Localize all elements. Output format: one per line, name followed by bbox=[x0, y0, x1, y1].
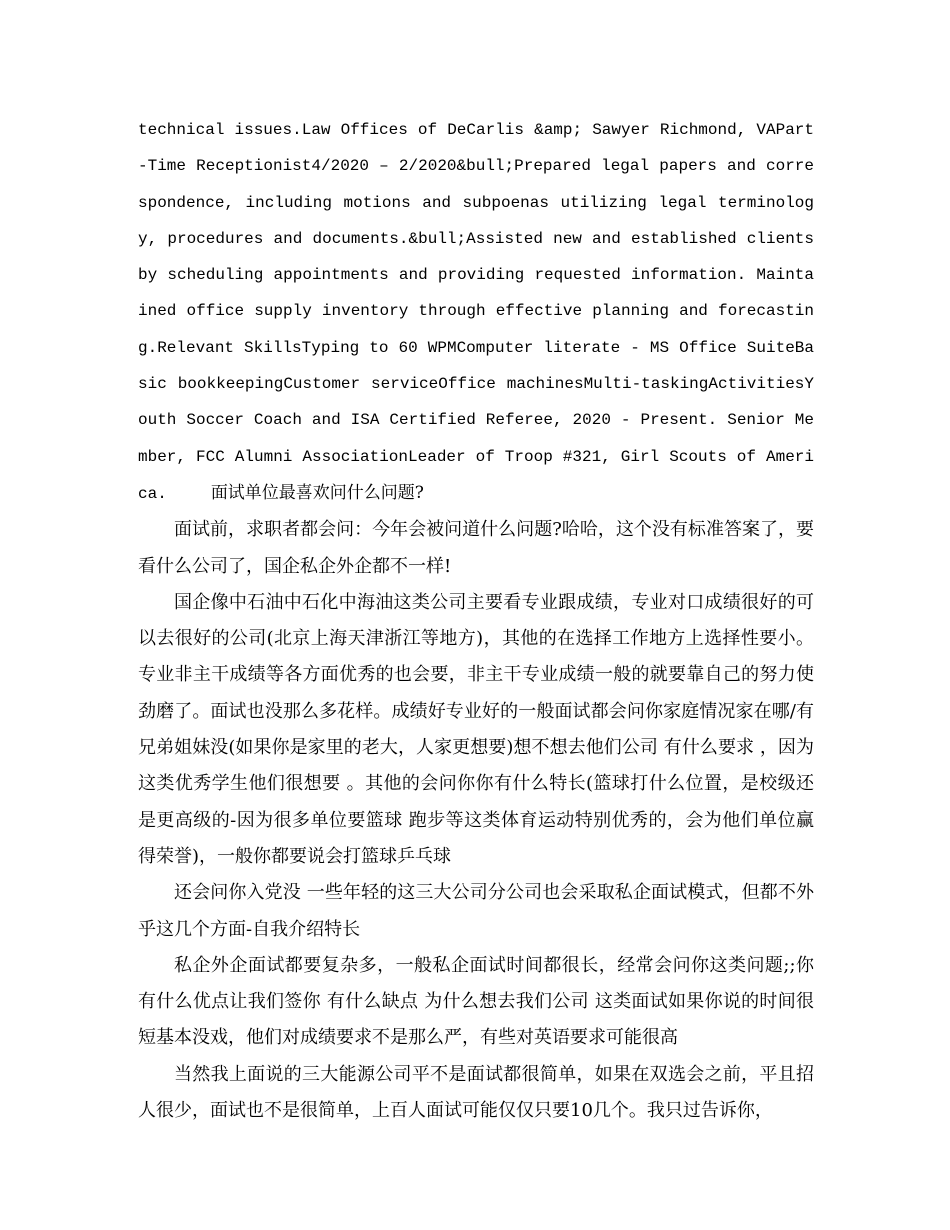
paragraph-state-owned: 国企像中石油中石化中海油这类公司主要看专业跟成绩，专业对口成绩很好的可以去很好的公司(北京上海天津浙江等地方)，其他的在选择工作地方上选择性要小。专业非主干成绩等各方面优秀的也会要，非主干专业成绩一般的就要靠自己的努力使劲磨了。面试也没那么多花样。成绩好专业好的一般面试都会问你家庭情况家在哪/有兄弟姐妹没(如果你是家里的老大，人家更想要)想不想去他们公司 有什么要求 ，因为这类优秀学生他们很想要 。其他的会问你你有什么特长(篮球打什么位置，是校级还是更高级的-因为很多单位要篮球 跑步等这类体育运动特别优秀的，会为他们单位赢得荣誉)，一般你都要说会打篮球乒乓球 bbox=[138, 591, 814, 867]
resume-text-block bbox=[138, 112, 814, 512]
resume-text: technical issues.Law Offices of DeCarlis &amp; Sawyer Richmond, VAPart-Time Receptionist4/2020 – 2/2020&bull;Prepared legal papers and correspondence, including motions and subpoenas utilizing legal terminology, procedures and documents.&bull;Assisted new and established clients by scheduling appointments and providing requested information. Maintained office supply inventory through effective planning and forecasting.Relevant SkillsTyping to 60 WPMComputer literate - MS Office SuiteBasic bookkeepingCustomer serviceOffice machinesMulti-taskingActivitiesYouth Soccer Coach and ISA Certified Referee, 2020 - Present. Senior Member, FCC Alumni AssociationLeader of Troop #321, Girl Scouts of America. bbox=[138, 121, 814, 503]
paragraph-party-membership: 还会问你入党没 一些年轻的这三大公司分公司也会采取私企面试模式，但都不外乎这几个方面-自我介绍特长 bbox=[138, 882, 814, 940]
section-heading: 面试单位最喜欢问什么问题? bbox=[210, 482, 424, 503]
paragraph-energy-companies: 当然我上面说的三大能源公司平不是面试都很简单，如果在双选会之前，平且招人很少，面试也不是很简单，上百人面试可能仅仅只要10几个。我只过告诉你， bbox=[138, 1063, 814, 1122]
document-page bbox=[138, 112, 814, 1129]
paragraph-private-foreign: 私企外企面试都要复杂多，一般私企面试时间都很长，经常会问你这类问题;;你有什么优点让我们签你 有什么缺点 为什么想去我们公司 这类面试如果你说的时间很短基本没戏，他们对成绩要求不是那么严，有些对英语要求可能很高 bbox=[138, 954, 814, 1049]
paragraph-intro: 面试前，求职者都会问：今年会被问道什么问题?哈哈，这个没有标准答案了，要看什么公司了，国企私企外企都不一样! bbox=[138, 519, 814, 577]
